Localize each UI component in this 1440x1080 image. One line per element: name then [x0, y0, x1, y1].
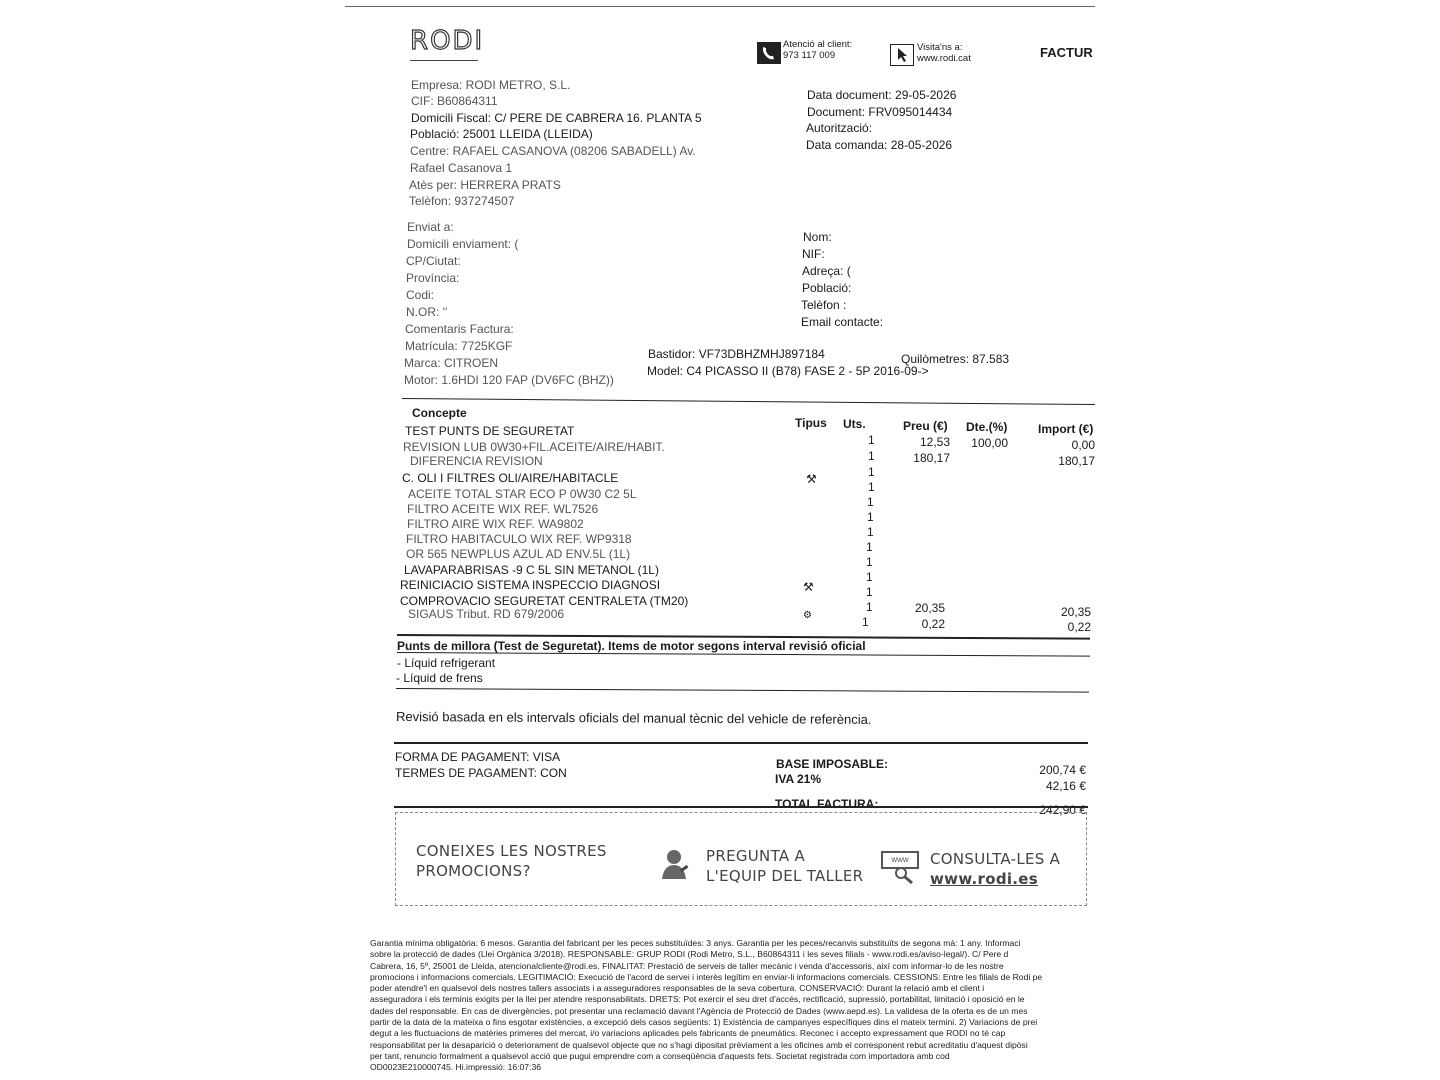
table-row-price: 20,35	[914, 601, 945, 615]
tax-base-value: 200,74 €	[1039, 763, 1086, 777]
legal-line: per tant, renuncio formalment a qualsevol acció que pugui emprendre com a conseqüència d'aquests fets. Societat registrada com importadora amb cod	[370, 1050, 950, 1061]
wrench-icon: ⚒	[803, 580, 814, 594]
company-cif: CIF: B60864311	[411, 94, 498, 108]
table-row-concept: TEST PUNTS DE SEGURETAT	[405, 424, 575, 438]
promo-ask-line1: PREGUNTA A	[706, 847, 806, 865]
invoice-page	[340, 0, 1100, 1080]
column-header-amount: Import (€)	[1038, 422, 1094, 436]
phone-icon	[757, 42, 781, 64]
payment-method: FORMA DE PAGAMENT: VISA	[395, 750, 561, 764]
authorization: Autorització:	[806, 121, 873, 135]
client-address: Adreça: (	[802, 264, 851, 278]
client-email: Email contacte:	[801, 315, 884, 329]
payment-terms: TERMES DE PAGAMENT: CON	[395, 766, 567, 780]
vat-value: 42,16 €	[1045, 779, 1086, 793]
table-row-units: 1	[868, 465, 875, 479]
table-row-concept: OR 565 NEWPLUS AZUL AD ENV.5L (1L)	[406, 547, 631, 561]
improvements-bottom-rule	[396, 688, 1089, 693]
license-plate: Matrícula: 7725KGF	[405, 339, 513, 353]
table-row-amount: 0,22	[1067, 620, 1091, 634]
table-row-concept: SIGAUS Tribut. RD 679/2006	[408, 607, 565, 621]
column-header-concept: Concepte	[412, 406, 467, 420]
vehicle-brand: Marca: CITROEN	[404, 356, 499, 370]
web-url: www.rodi.cat	[917, 53, 971, 64]
rodi-logo: RODI	[410, 26, 485, 56]
table-row-concept: REVISION LUB 0W30+FIL.ACEITE/AIRE/HABIT.	[403, 440, 665, 454]
attended-by: Atès per: HERRERA PRATS	[409, 178, 561, 192]
column-header-price: Preu (€)	[903, 419, 948, 433]
document-date: Data document: 29-05-2026	[807, 88, 957, 102]
legal-line: asseguradora i els terminis exigits per la llei per atendre responsabilitats. DRETS: Pot exercir el seu dret d'accés, rectificació, supressió, portabilitat, limitació i oposició en le	[370, 994, 1025, 1005]
table-row-units: 1	[862, 615, 869, 629]
payment-bottom-rule	[394, 806, 1088, 808]
table-row-units: 1	[867, 525, 874, 539]
client-name: Nom:	[803, 230, 832, 244]
promo-promotions-line1: CONEIXES LES NOSTRES	[416, 842, 607, 860]
legal-line: poder atendre'l en qualsevol dels nostres tallers associats i a asseguradores responsables de la seva cobertura. CONSERVACIÓ: Durant la relació amb el client i	[370, 983, 985, 994]
legal-notice	[370, 938, 1098, 1074]
vehicle-vin: Bastidor: VF73DBHZMHJ897184	[648, 347, 825, 361]
table-row-concept: FILTRO ACEITE WIX REF. WL7526	[407, 502, 599, 516]
promo-banner	[395, 812, 1087, 906]
promo-website-link[interactable]: www.rodi.es	[930, 870, 1038, 888]
client-city: Població:	[802, 281, 852, 295]
shipping-province: Província:	[406, 271, 460, 285]
legal-line: promocions i informacions comercials. LEGITIMACIÓ: Execució de l'acord de servei i interès legítim en enviar-li informacions comercials. CESSIONS: Entre les filials de Rodi pe	[370, 971, 1043, 982]
document-type-title: FACTUR	[1040, 45, 1093, 60]
company-address: Domicili Fiscal: C/ PERE DE CABRERA 16. PLANTA 5	[411, 111, 702, 125]
column-header-type: Tipus	[795, 416, 827, 430]
table-row-concept: REINICIACIO SISTEMA INSPECCIO DIAGNOSI	[400, 578, 661, 592]
table-row-units: 1	[866, 600, 873, 614]
document-number: Document: FRV095014434	[807, 105, 953, 119]
vehicle-model: Model: C4 PICASSO II (B78) FASE 2 - 5P 2016-09->	[647, 364, 929, 378]
shipping-code: Codi:	[406, 288, 435, 302]
column-header-units: Uts.	[843, 417, 866, 431]
table-row-units: 1	[866, 555, 873, 569]
client-phone: Telèfon :	[801, 298, 847, 312]
table-row-amount: 180,17	[1058, 454, 1095, 468]
invoice-total-label: TOTAL FACTURA:	[775, 797, 879, 811]
table-row-price: 12,53	[919, 435, 950, 449]
table-row-units: 1	[867, 495, 874, 509]
table-row-units: 1	[867, 510, 874, 524]
logo-underline	[410, 60, 478, 61]
promo-promotions-line2: PROMOCIONS?	[416, 862, 531, 880]
table-row-concept: DIFERENCIA REVISION	[410, 454, 543, 468]
order-date: Data comanda: 28-05-2026	[806, 138, 953, 152]
table-row-units: 1	[868, 480, 875, 494]
promo-ask-line2: L'EQUIP DEL TALLER	[706, 867, 864, 885]
payment-top-rule	[394, 742, 1088, 744]
gear-icon: ⚙	[803, 610, 812, 621]
invoice-total-value: 242,90 €	[1039, 803, 1086, 817]
promo-consult-line1: CONSULTA-LES A	[930, 850, 1061, 868]
table-row-price: 0,22	[921, 617, 945, 631]
company-city: Població: 25001 LLEIDA (LLEIDA)	[410, 127, 593, 141]
contact-phone: 973 117 009	[783, 50, 836, 61]
legal-line: OD0023E210000745. Hi.impressió: 16:07:36	[370, 1062, 542, 1073]
table-row-concept: ACEITE TOTAL STAR ECO P 0W30 C2 5L	[408, 487, 637, 501]
legal-line: dades del responsable. En cas de divergències, pot presentar una reclamació davant l'Agència de Protecció de Dades (www.aepd.es). La validesa de la oferta es de un mes	[370, 1005, 1028, 1016]
legal-line: responsabilitat per la desaparició o deteriorament de qualsevol objecte que no s'hagi dipositat prèviament a les oficines amb el corresponent rebut acreditatiu d'aquest dipòsi	[370, 1039, 1028, 1050]
vehicle-mileage: Quilòmetres: 87.583	[901, 352, 1010, 366]
invoice-comments: Comentaris Factura:	[405, 322, 514, 336]
shipping-nor: N.OR: ''	[406, 305, 448, 319]
revision-note: Revisió basada en els intervals oficials del manual tècnic del vehicle de referència.	[395, 709, 872, 727]
workshop-center: Centre: RAFAEL CASANOVA (08206 SABADELL) Av.	[410, 144, 696, 158]
www-box: www	[881, 851, 919, 869]
table-row-price: 180,17	[913, 451, 950, 465]
web-search-icon	[881, 851, 919, 885]
improvement-item: - Líquid de frens	[396, 671, 483, 685]
table-row-units: 1	[868, 433, 875, 447]
table-row-units: 1	[866, 540, 873, 554]
legal-line: degut a les fluctuacions de matèries primeres del mercat, i/o variacions aplicades pels fabricants de pneumàtics. Reconec i accepto expressament que RODI no té cap	[370, 1028, 1006, 1039]
contact-label: Atenció al client:	[783, 39, 853, 50]
table-row-concept: C. OLI I FILTRES OLI/AIRE/HABITACLE	[402, 471, 619, 485]
tax-base-label: BASE IMPOSABLE:	[776, 757, 889, 771]
table-row-amount: 0,00	[1071, 438, 1095, 452]
legal-line: partir de la data de la mateixa o fins esgotar existències, a excepció dels casos següents: 1) Existència de campanyes específiques dins el mateix termini. 2) Variacions de prei	[370, 1017, 1038, 1028]
improvements-title: Punts de millora (Test de Seguretat). Items de motor segons interval revisió oficial	[397, 639, 866, 653]
mechanic-icon	[658, 847, 692, 881]
table-row-discount: 100,00	[971, 436, 1008, 450]
web-label: Visita'ns a:	[917, 42, 963, 53]
vat-label: IVA 21%	[775, 772, 822, 786]
client-nif: NIF:	[802, 247, 825, 261]
table-row-concept: FILTRO HABITACULO WIX REF. WP9318	[406, 532, 632, 546]
table-row-concept: FILTRO AIRE WIX REF. WA9802	[407, 517, 584, 531]
vehicle-engine: Motor: 1.6HDI 120 FAP (DV6FC (BHZ))	[404, 373, 614, 387]
table-row-units: 1	[866, 570, 873, 584]
table-row-units: 1	[866, 585, 873, 599]
shipping-city: CP/Ciutat:	[406, 254, 461, 268]
table-row-amount: 20,35	[1060, 605, 1091, 619]
top-edge-line	[345, 6, 1095, 7]
column-header-discount: Dte.(%)	[966, 420, 1008, 434]
company-name: Empresa: RODI METRO, S.L.	[411, 78, 571, 92]
workshop-center-street: Rafael Casanova 1	[410, 161, 513, 175]
company-phone: Telèfon: 937274507	[409, 194, 515, 208]
table-row-units: 1	[868, 449, 875, 463]
cursor-icon	[890, 44, 914, 66]
table-row-concept: COMPROVACIO SEGURETAT CENTRALETA (TM20)	[400, 594, 689, 608]
table-row-concept: LAVAPARABRISAS -9 C 5L SIN METANOL (1L)	[404, 563, 659, 577]
table-top-rule	[402, 398, 1095, 405]
wrench-icon: ⚒	[806, 472, 817, 486]
shipping-address: Domicili enviament: (	[407, 237, 519, 251]
shipped-to-label: Enviat a:	[407, 220, 454, 234]
improvement-item: - Líquid refrigerant	[397, 656, 496, 670]
legal-line: sobre la protecció de dades (Llei Orgànica 3/2018). RESPONSABLE: GRUP RODI (Rodi Metro, S.L., B60864311 i les seves filials - www.rodi.es/aviso-legal/). C/ Pere d	[370, 949, 1009, 960]
legal-line: Cabrera, 16, 5º, 25001 de Lleida, atencionalcliente@rodi.es. FINALITAT: Prestació de serveis de taller mecànic i venda d'accessoris, així com informar-lo de les nostre	[370, 960, 1004, 971]
legal-line: Garantia mínima obligatòria: 6 mesos. Garantia del fabricant per les peces substituïdes: 3 anys. Garantia per les peces/recanvis substituïts de segona mà: 1 any. Informaci	[370, 938, 1021, 948]
